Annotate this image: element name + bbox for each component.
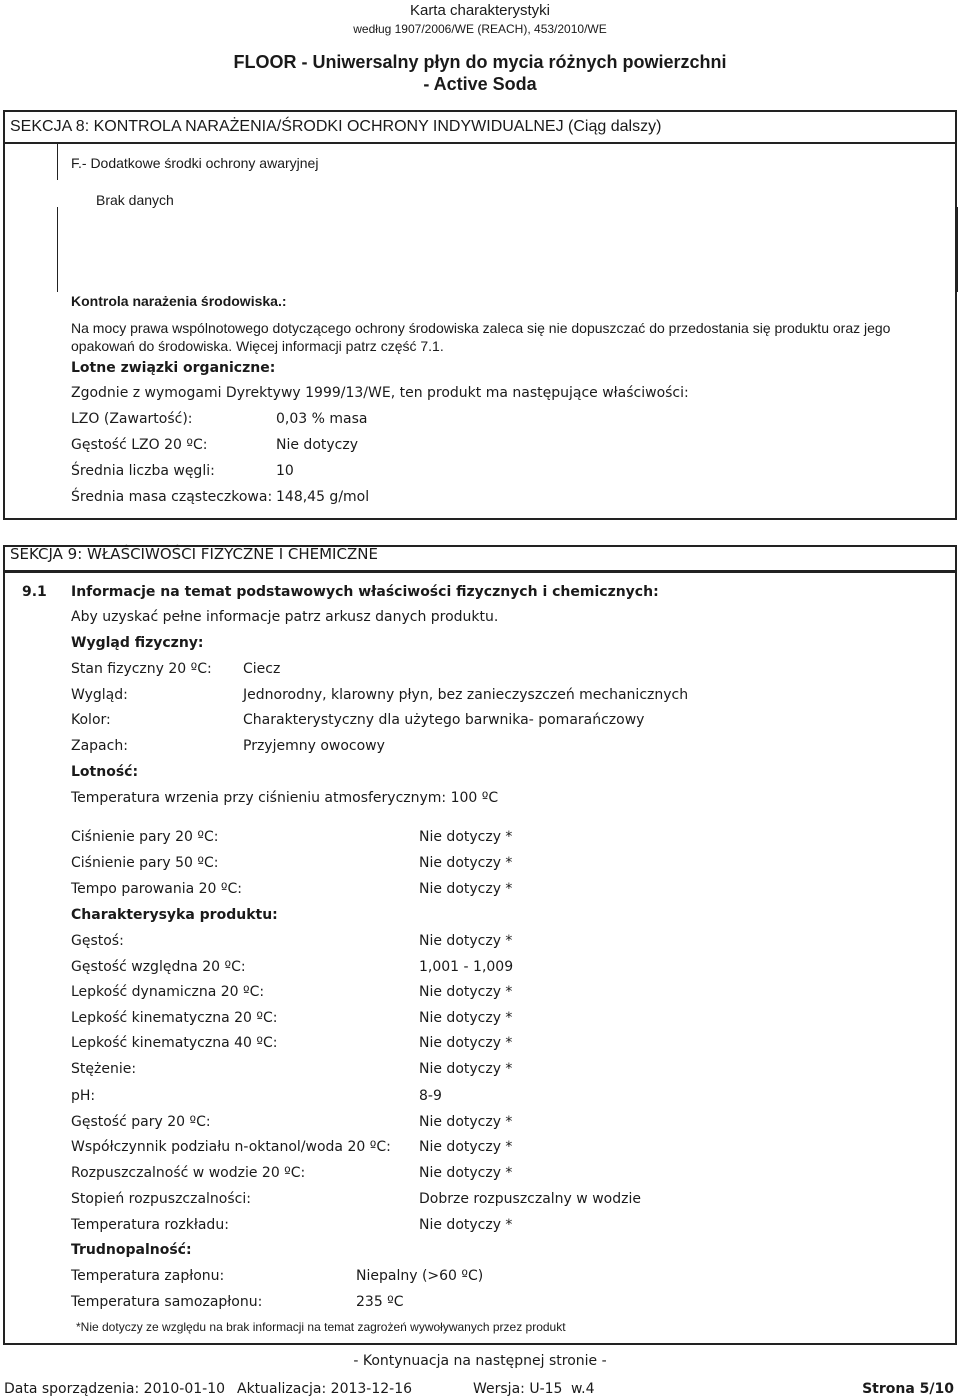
footer-w: w.4	[571, 1381, 595, 1397]
property-label: Ciśnienie pary 50 ºC:	[71, 855, 219, 871]
section-9-title: SEKCJA 9: WŁAŚCIWOŚCI FIZYCZNE I CHEMICZNE	[10, 545, 378, 563]
footer-updated: Aktualizacja: 2013-12-16	[237, 1381, 413, 1397]
property-label: Współczynnik podziału n-oktanol/woda 20 ºC:	[71, 1139, 391, 1155]
property-value: Nie dotyczy *	[419, 1035, 513, 1051]
voc-heading: Lotne związki organiczne:	[71, 360, 276, 376]
property-value: Nie dotyczy *	[419, 933, 513, 949]
property-value: 1,001 - 1,009	[419, 959, 514, 975]
product-note: Aby uzyskać pełne informacje patrz arkusz danych produktu.	[71, 609, 499, 625]
subsection-title: Informacje na temat podstawowych właściwości fizycznych i chemicznych:	[71, 584, 659, 600]
property-value: Nie dotyczy *	[419, 829, 513, 845]
property-label: Zapach:	[71, 738, 128, 754]
env-text-1: Na mocy prawa wspólnotowego dotyczącego ochrony środowiska zaleca się nie dopuszczać do przedostania się produktu oraz jego	[71, 320, 891, 336]
voc-label: Gęstość LZO 20 ºC:	[71, 437, 208, 453]
property-label: Tempo parowania 20 ºC:	[71, 881, 242, 897]
property-value: Nie dotyczy *	[419, 881, 513, 897]
voc-label: Średnia liczba węgli:	[71, 463, 215, 479]
property-value: Dobrze rozpuszczalny w wodzie	[419, 1191, 641, 1207]
voc-value: 148,45 g/mol	[276, 489, 370, 505]
property-value: Nie dotyczy *	[419, 1010, 513, 1026]
subsection-number: 9.1	[22, 584, 47, 600]
property-label: Lepkość kinematyczna 20 ºC:	[71, 1010, 278, 1026]
property-value: Przyjemny owocowy	[243, 738, 385, 754]
f-heading: F.- Dodatkowe środki ochrony awaryjnej	[71, 155, 319, 171]
property-label: Gęstoś:	[71, 933, 124, 949]
voc-value: 10	[276, 463, 294, 479]
section-8-box	[3, 110, 957, 520]
property-value: Nie dotyczy *	[419, 1061, 513, 1077]
property-label: Wygląd:	[71, 687, 128, 703]
product-name-line2: - Active Soda	[423, 74, 537, 94]
property-value: 8-9	[419, 1088, 442, 1104]
property-label: Lepkość dynamiczna 20 ºC:	[71, 984, 265, 1000]
property-value: Nie dotyczy *	[419, 1165, 513, 1181]
flammability-heading: Trudnopalność:	[71, 1242, 192, 1258]
characteristics-heading: Charakterysyka produktu:	[71, 907, 278, 923]
voc-intro: Zgodnie z wymogami Dyrektywy 1999/13/WE, ten produkt ma następujące właściwości:	[71, 385, 689, 401]
appearance-heading: Wygląd fizyczny:	[71, 635, 204, 651]
voc-value: 0,03 % masa	[276, 411, 368, 427]
property-value: 235 ºC	[356, 1294, 404, 1310]
volatility-heading: Lotność:	[71, 764, 139, 780]
footer-created: Data sporządzenia: 2010-01-10	[4, 1381, 226, 1397]
boiling-point: Temperatura wrzenia przy ciśnieniu atmosferycznym: 100 ºC	[71, 790, 499, 806]
property-label: Stan fizyczny 20 ºC:	[71, 661, 212, 677]
property-label: Gęstość względna 20 ºC:	[71, 959, 246, 975]
footer-version: Wersja: U-15	[473, 1381, 563, 1397]
regulation: według 1907/2006/WE (REACH), 453/2010/WE	[353, 22, 607, 36]
property-label: Stopień rozpuszczalności:	[71, 1191, 251, 1207]
property-label: Temperatura samozapłonu:	[71, 1294, 263, 1310]
env-text-2: opakowań do środowiska. Więcej informacji patrz część 7.1.	[71, 338, 444, 354]
section-8-title: SEKCJA 8: KONTROLA NARAŻENIA/ŚRODKI OCHRONY INDYWIDUALNEJ (Ciąg dalszy)	[10, 118, 662, 135]
property-value: Niepalny (>60 ºC)	[356, 1268, 484, 1284]
property-value: Nie dotyczy *	[419, 1114, 513, 1130]
property-label: Ciśnienie pary 20 ºC:	[71, 829, 219, 845]
property-value: Charakterystyczny dla użytego barwnika- pomarańczowy	[243, 712, 645, 728]
property-value: Nie dotyczy *	[419, 855, 513, 871]
voc-label: Średnia masa cząsteczkowa:	[71, 489, 273, 505]
property-label: Kolor:	[71, 712, 111, 728]
footnote: *Nie dotyczy ze względu na brak informacji na temat zagrożeń wywoływanych przez produkt	[76, 1320, 566, 1334]
page-number: Strona 5/10	[862, 1381, 954, 1397]
property-label: Temperatura zapłonu:	[71, 1268, 225, 1284]
property-value: Ciecz	[243, 661, 281, 677]
property-value: Nie dotyczy *	[419, 984, 513, 1000]
product-name: FLOOR - Uniwersalny płyn do mycia różnych powierzchni	[233, 52, 727, 72]
continuation-note: - Kontynuacja na następnej stronie -	[353, 1353, 607, 1369]
property-value: Nie dotyczy *	[419, 1139, 513, 1155]
property-value: Jednorodny, klarowny płyn, bez zanieczyszczeń mechanicznych	[243, 687, 689, 703]
property-label: Temperatura rozkładu:	[71, 1217, 229, 1233]
env-heading: Kontrola narażenia środowiska.:	[71, 293, 287, 309]
doc-type: Karta charakterystyki	[409, 2, 551, 19]
property-label: pH:	[71, 1088, 96, 1104]
property-label: Gęstość pary 20 ºC:	[71, 1114, 211, 1130]
property-value: Nie dotyczy *	[419, 1217, 513, 1233]
property-label: Rozpuszczalność w wodzie 20 ºC:	[71, 1165, 306, 1181]
voc-label: LZO (Zawartość):	[71, 411, 193, 427]
f-value: Brak danych	[96, 192, 174, 208]
property-label: Stężenie:	[71, 1061, 137, 1077]
property-label: Lepkość kinematyczna 40 ºC:	[71, 1035, 278, 1051]
voc-value: Nie dotyczy	[276, 437, 358, 453]
